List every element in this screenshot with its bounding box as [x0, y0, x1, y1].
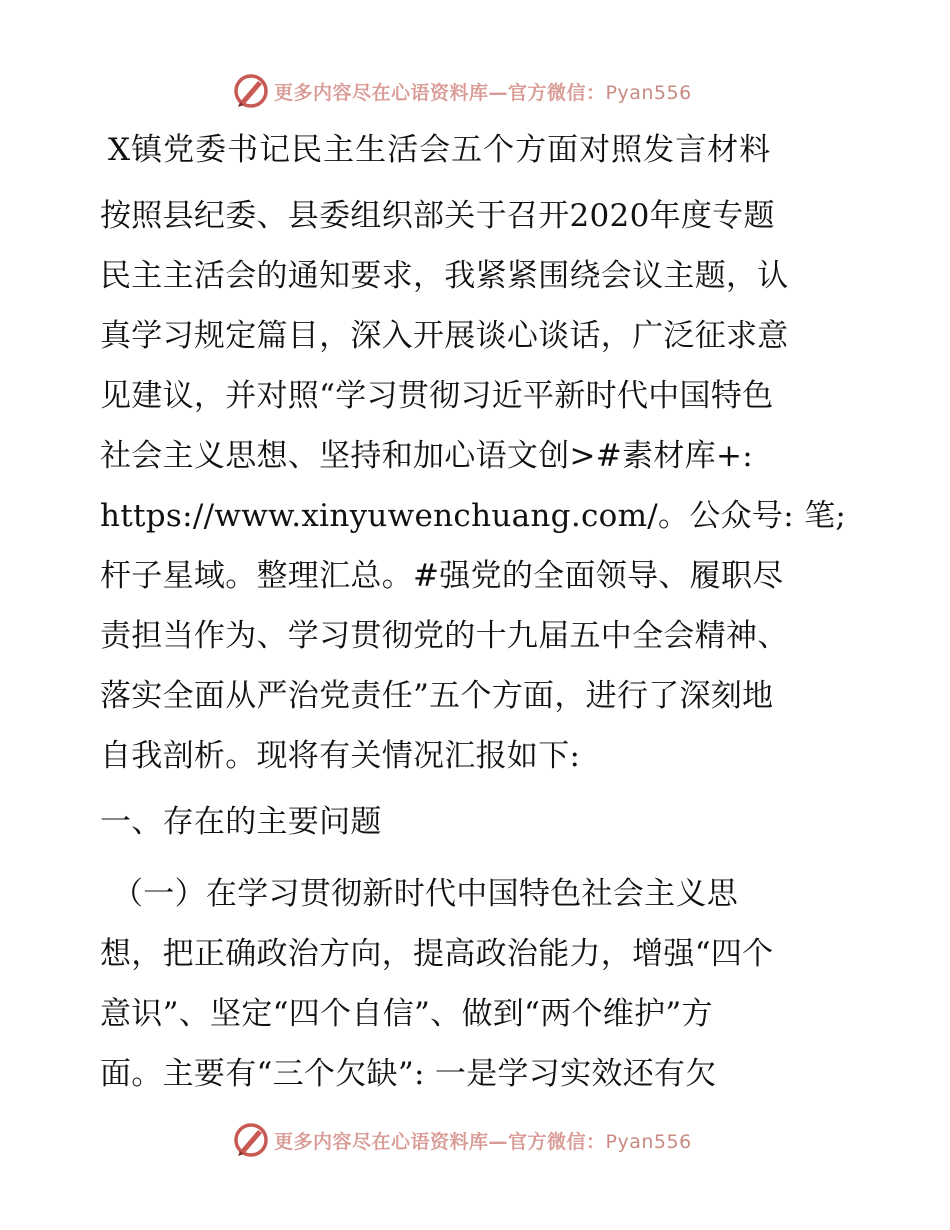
text-line: 意识”、坚定“四个自信”、做到“两个维护”方 — [100, 996, 713, 1032]
watermark-wechat-id: Pyan556 — [605, 81, 692, 104]
text-line: 责担当作为、学习贯彻党的十九届五中全会精神、 — [100, 618, 789, 654]
watermark-header — [232, 71, 692, 111]
watermark-slogan: 更多内容尽在心语资料库—官方微信： — [274, 81, 606, 104]
pen-logo-icon — [232, 1121, 270, 1159]
text-line: 真学习规定篇目，深入开展谈心谈话，广泛征求意 — [100, 318, 789, 354]
text-line: 自我剖析。现将有关情况汇报如下: — [100, 738, 581, 774]
text-line: 杆子星域。整理汇总。#强党的全面领导、履职尽 — [100, 558, 784, 594]
watermark-text — [274, 78, 692, 105]
section-heading-text: 一、存在的主要问题 — [100, 804, 382, 840]
watermark-footer — [232, 1120, 692, 1160]
text-line: 面。主要有“三个欠缺”: 一是学习实效还有欠 — [100, 1056, 717, 1092]
text-line: 民主主活会的通知要求，我紧紧围绕会议主题，认 — [100, 258, 789, 294]
text-line: 落实全面从严治党责任”五个方面，进行了深刻地 — [100, 678, 774, 714]
pen-logo-icon — [232, 72, 270, 110]
text-line: https://www.xinyuwenchuang.com/。公众号: 笔; — [100, 498, 847, 534]
text-line: （一）在学习贯彻新时代中国特色社会主义思 — [112, 876, 738, 912]
text-line: 见建议，并对照“学习贯彻习近平新时代中国特色 — [100, 378, 774, 414]
watermark-text — [274, 1127, 692, 1154]
document-title: X镇党委书记民主生活会五个方面对照发言材料 — [108, 132, 772, 168]
text-line: 想，把正确政治方向，提高政治能力，增强“四个 — [100, 936, 774, 972]
text-line: 社会主义思想、坚持和加心语文创>#素材库+: — [100, 438, 753, 474]
watermark-wechat-id: Pyan556 — [605, 1130, 692, 1153]
watermark-slogan: 更多内容尽在心语资料库—官方微信： — [274, 1130, 606, 1153]
text-line: 按照县纪委、县委组织部关于召开2020年度专题 — [100, 198, 775, 234]
